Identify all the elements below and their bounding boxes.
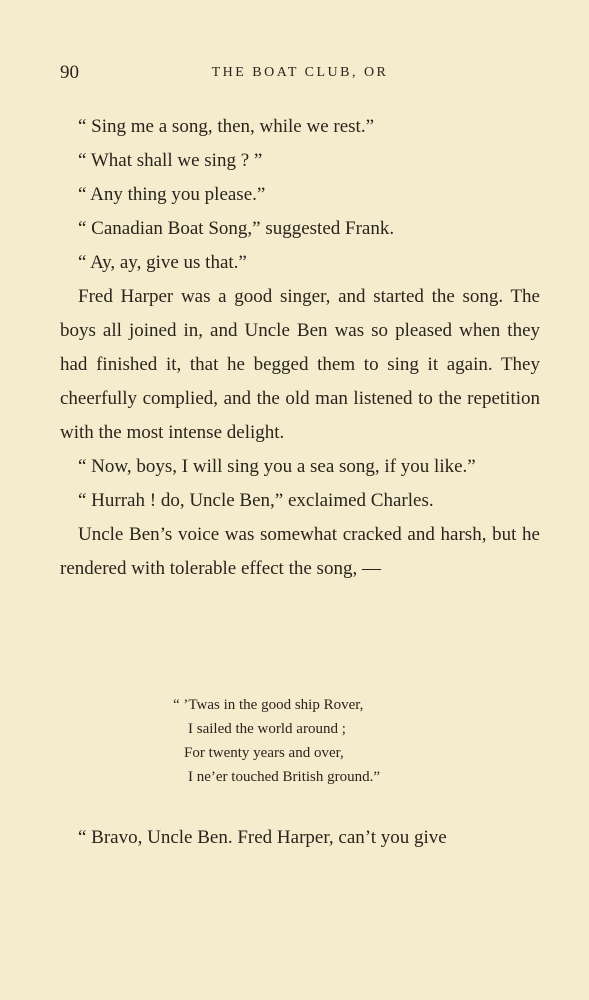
paragraph: “ Sing me a song, then, while we rest.”: [78, 116, 375, 137]
body-text: [60, 110, 540, 586]
verse-line: I sailed the world around ;: [188, 721, 346, 737]
paragraph: “ Canadian Boat Song,” suggested Frank.: [78, 218, 395, 239]
paragraph: “ Ay, ay, give us that.”: [78, 252, 247, 273]
verse-line: I ne’er touched British ground.”: [188, 769, 381, 785]
paragraph: “ What shall we sing ? ”: [78, 150, 263, 171]
paragraph: “ Now, boys, I will sing you a sea song, if you like.”: [78, 456, 476, 477]
continuation-paragraph: “ Bravo, Uncle Ben. Fred Harper, can’t you give: [78, 827, 447, 848]
verse-block: [60, 693, 540, 789]
paragraph: “ Hurrah ! do, Uncle Ben,” exclaimed Charles.: [78, 490, 434, 511]
paragraph: “ Any thing you please.”: [78, 184, 266, 205]
running-head: THE BOAT CLUB, OR: [211, 65, 389, 80]
verse-line: “ ’Twas in the good ship Rover,: [173, 697, 364, 713]
verse-line: For twenty years and over,: [184, 745, 344, 761]
page-number: 90: [60, 62, 79, 83]
paragraph: Fred Harper was a good singer, and started the song. The boys all joined in, and Uncle Ben was so pleased when they had finished it, that he begged them to sing it again. They cheerfully complied, and the old man listened to the repetition with the most intense delight.: [60, 286, 540, 443]
paragraph: Uncle Ben’s voice was somewhat cracked and harsh, but he rendered with tolerable effect the song, —: [60, 524, 540, 579]
page-header: [60, 62, 540, 86]
